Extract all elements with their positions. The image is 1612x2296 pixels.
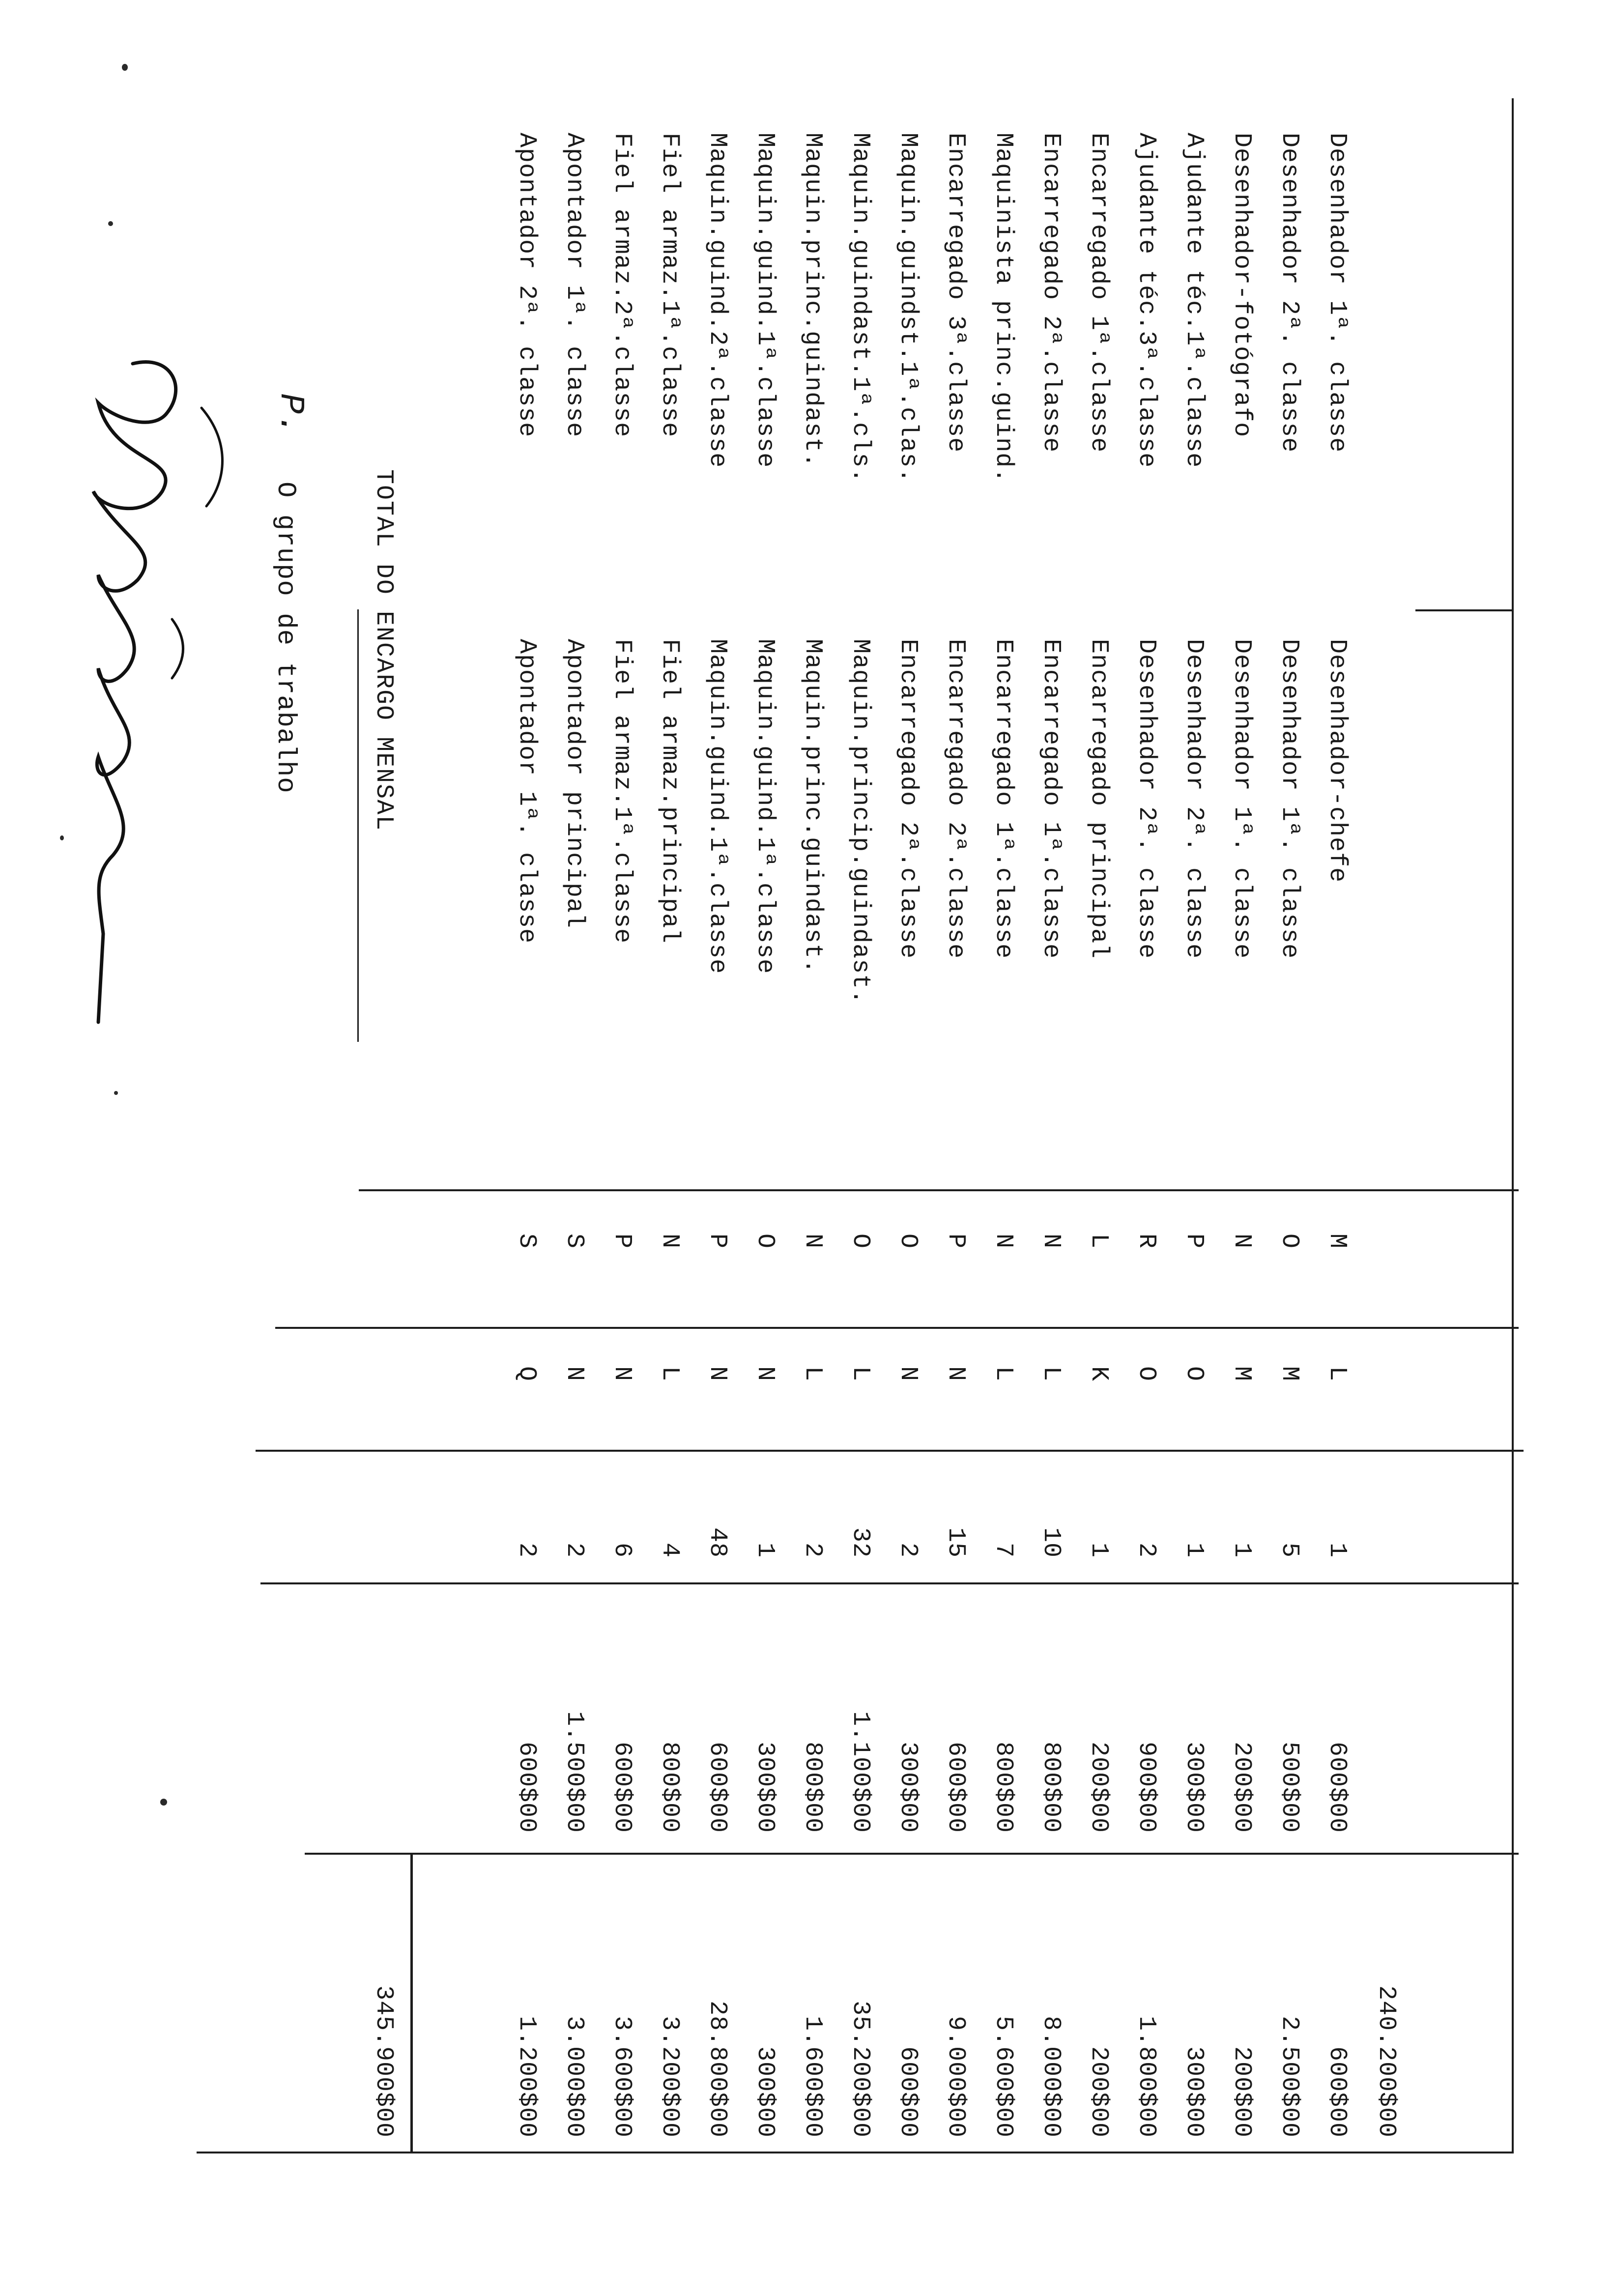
row-10-code1: O — [894, 1234, 922, 1249]
row-1-unit: 600$00 — [1323, 1741, 1351, 1833]
row-5-to: Desenhador 2ª. classe — [1132, 639, 1160, 959]
grand-total-value: 345.900$00 — [370, 1985, 398, 2138]
row-14-total: 28.800$00 — [703, 2000, 731, 2138]
row-7-total: 8.000$00 — [1037, 2015, 1065, 2138]
row-11-code1: O — [846, 1234, 874, 1249]
row-5-code1: R — [1132, 1234, 1160, 1249]
row-11-from: Maquin.guindast.1ª.cls. — [846, 133, 874, 484]
row-12-code2: L — [799, 1366, 827, 1382]
row-7-from: Encarregado 2ª.classe — [1037, 133, 1065, 453]
row-15-code1: N — [656, 1234, 684, 1249]
row-12-unit: 800$00 — [799, 1741, 827, 1833]
row-16-from: Fiel armaz.2ª.classe — [608, 133, 636, 438]
row-17-to: Apontador principal — [560, 639, 588, 929]
row-2-code1: O — [1275, 1234, 1303, 1249]
row-15-code2: L — [656, 1366, 684, 1382]
row-8-code1: N — [989, 1234, 1017, 1249]
row-17-code1: S — [560, 1234, 588, 1249]
scan-speck — [60, 835, 64, 840]
row-16-qty: 6 — [608, 1542, 636, 1558]
row-6-unit: 200$00 — [1085, 1741, 1113, 1833]
row-18-to: Apontador 1ª. classe — [513, 639, 541, 944]
row-14-code1: P — [703, 1234, 731, 1249]
handwritten-signature — [54, 344, 260, 1032]
row-11-total: 35.200$00 — [846, 2000, 874, 2138]
row-4-unit: 300$00 — [1180, 1741, 1208, 1833]
row-10-qty: 2 — [894, 1542, 922, 1558]
table-right-rule — [197, 2152, 1514, 2153]
row-6-from: Encarregado 1ª.classe — [1085, 133, 1113, 453]
row-3-unit: 200$00 — [1228, 1741, 1256, 1833]
row-2-from: Desenhador 2ª. classe — [1275, 133, 1303, 453]
row-5-qty: 2 — [1132, 1542, 1160, 1558]
total-separator-rule — [410, 1853, 413, 2152]
row-17-qty: 2 — [560, 1542, 588, 1558]
row-6-code1: L — [1085, 1234, 1113, 1249]
row-13-code1: O — [751, 1234, 779, 1249]
row-12-to: Maquin.princ.guindast. — [799, 639, 827, 975]
top-total-value: 240.200$00 — [1372, 1985, 1400, 2138]
row-12-code1: N — [799, 1234, 827, 1249]
row-14-code2: N — [703, 1366, 731, 1382]
row-18-unit: 600$00 — [513, 1741, 541, 1833]
row-11-to: Maquin.princip.guindast. — [846, 639, 874, 1005]
column-divider-from-to — [1415, 609, 1514, 611]
row-10-total: 600$00 — [894, 2046, 922, 2138]
row-10-code2: N — [894, 1366, 922, 1382]
row-15-qty: 4 — [656, 1542, 684, 1558]
row-1-code1: M — [1323, 1234, 1351, 1249]
row-2-code2: M — [1275, 1366, 1303, 1382]
row-7-to: Encarregado 1ª.classe — [1037, 639, 1065, 959]
row-17-from: Apontador 1ª. classe — [560, 133, 588, 438]
row-3-code1: N — [1228, 1234, 1256, 1249]
row-10-to: Encarregado 2ª.classe — [894, 639, 922, 959]
row-8-total: 5.600$00 — [989, 2015, 1017, 2138]
row-3-total: 200$00 — [1228, 2046, 1256, 2138]
row-17-total: 3.000$00 — [560, 2015, 588, 2138]
row-7-qty: 10 — [1037, 1527, 1065, 1558]
row-9-code2: N — [942, 1366, 970, 1382]
row-18-code1: S — [513, 1234, 541, 1249]
scan-speck — [122, 64, 128, 71]
column-divider-unit-total — [305, 1853, 1519, 1855]
row-4-code2: O — [1180, 1366, 1208, 1382]
row-9-to: Encarregado 2ª.classe — [942, 639, 970, 959]
row-4-to: Desenhador 2ª. classe — [1180, 639, 1208, 959]
row-6-qty: 1 — [1085, 1542, 1113, 1558]
row-7-unit: 800$00 — [1037, 1741, 1065, 1833]
row-2-unit: 500$00 — [1275, 1741, 1303, 1833]
row-18-from: Apontador 2ª. classe — [513, 133, 541, 438]
scan-speck — [160, 1799, 167, 1806]
scan-speck — [114, 1091, 118, 1095]
row-12-qty: 2 — [799, 1542, 827, 1558]
column-divider-code1-code2 — [275, 1327, 1519, 1329]
row-1-qty: 1 — [1323, 1542, 1351, 1558]
row-13-code2: N — [751, 1366, 779, 1382]
row-4-total: 300$00 — [1180, 2046, 1208, 2138]
row-16-code2: N — [608, 1366, 636, 1382]
row-5-code2: O — [1132, 1366, 1160, 1382]
row-13-total: 300$00 — [751, 2046, 779, 2138]
row-13-unit: 300$00 — [751, 1741, 779, 1833]
row-10-unit: 300$00 — [894, 1741, 922, 1833]
row-8-from: Maquinista princ.guind. — [989, 133, 1017, 484]
row-11-unit: 1.100$00 — [846, 1711, 874, 1833]
row-5-from: Ajudante téc.3ª.classe — [1132, 133, 1160, 468]
row-10-from: Maquin.guindst.1ª.clas. — [894, 133, 922, 484]
row-9-from: Encarregado 3ª.classe — [942, 133, 970, 453]
row-4-from: Ajudante téc.1ª.classe — [1180, 133, 1208, 468]
row-14-qty: 48 — [703, 1527, 731, 1558]
row-1-total: 600$00 — [1323, 2046, 1351, 2138]
row-1-to: Desenhador-chefe — [1323, 639, 1351, 883]
row-14-unit: 600$00 — [703, 1741, 731, 1833]
row-7-code2: L — [1037, 1366, 1065, 1382]
row-11-code2: L — [846, 1366, 874, 1382]
row-13-to: Maquin.guind.1ª.classe — [751, 639, 779, 975]
column-divider-qty-unit — [260, 1582, 1519, 1584]
scan-speck — [108, 221, 113, 226]
row-2-total: 2.500$00 — [1275, 2015, 1303, 2138]
row-3-to: Desenhador 1ª. classe — [1228, 639, 1256, 959]
row-7-code1: N — [1037, 1234, 1065, 1249]
row-18-code2: Q — [513, 1366, 541, 1382]
column-divider-code2-qty — [256, 1450, 1524, 1452]
row-16-total: 3.600$00 — [608, 2015, 636, 2138]
row-3-code2: M — [1228, 1366, 1256, 1382]
row-8-to: Encarregado 1ª.classe — [989, 639, 1017, 959]
row-11-qty: 32 — [846, 1527, 874, 1558]
row-6-code2: K — [1085, 1366, 1113, 1382]
row-5-total: 1.800$00 — [1132, 2015, 1160, 2138]
row-14-from: Maquin.guind.2ª.classe — [703, 133, 731, 468]
row-4-qty: 1 — [1180, 1542, 1208, 1558]
row-2-to: Desenhador 1ª. classe — [1275, 639, 1303, 959]
row-2-qty: 5 — [1275, 1542, 1303, 1558]
column-divider-to-code — [359, 1189, 1519, 1191]
row-1-from: Desenhador 1ª. classe — [1323, 133, 1351, 453]
row-6-to: Encarregado principal — [1085, 639, 1113, 959]
row-9-qty: 15 — [942, 1527, 970, 1558]
row-13-from: Maquin.guind.1ª.classe — [751, 133, 779, 468]
row-3-qty: 1 — [1228, 1542, 1256, 1558]
row-17-code2: N — [560, 1366, 588, 1382]
row-6-total: 200$00 — [1085, 2046, 1113, 2138]
row-14-to: Maquin.guind.1ª.classe — [703, 639, 731, 975]
row-3-from: Desenhador-fotógrafo — [1228, 133, 1256, 438]
row-4-code1: P — [1180, 1234, 1208, 1249]
row-16-to: Fiel armaz.1ª.classe — [608, 639, 636, 944]
row-18-qty: 2 — [513, 1542, 541, 1558]
table-top-rule — [1512, 98, 1514, 2152]
row-15-unit: 800$00 — [656, 1741, 684, 1833]
footer-prefix: P. — [271, 393, 310, 436]
row-16-code1: P — [608, 1234, 636, 1249]
row-12-total: 1.600$00 — [799, 2015, 827, 2138]
row-18-total: 1.200$00 — [513, 2015, 541, 2138]
grand-total-label: TOTAL DO ENCARGO MENSAL — [370, 469, 398, 832]
row-9-total: 9.000$00 — [942, 2015, 970, 2138]
row-12-from: Maquin.princ.guindast. — [799, 133, 827, 468]
row-15-to: Fiel armaz.principal — [656, 639, 684, 944]
row-15-total: 3.200$00 — [656, 2015, 684, 2138]
row-8-code2: L — [989, 1366, 1017, 1382]
row-16-unit: 600$00 — [608, 1741, 636, 1833]
row-9-unit: 600$00 — [942, 1741, 970, 1833]
row-8-unit: 800$00 — [989, 1741, 1017, 1833]
working-group-text: O grupo de trabalho — [270, 482, 300, 794]
row-5-unit: 900$00 — [1132, 1741, 1160, 1833]
row-15-from: Fiel armaz.1ª.classe — [656, 133, 684, 438]
row-17-unit: 1.500$00 — [560, 1711, 588, 1833]
row-8-qty: 7 — [989, 1542, 1017, 1558]
row-1-code2: L — [1323, 1366, 1351, 1382]
row-9-code1: P — [942, 1234, 970, 1249]
row-13-qty: 1 — [751, 1542, 779, 1558]
